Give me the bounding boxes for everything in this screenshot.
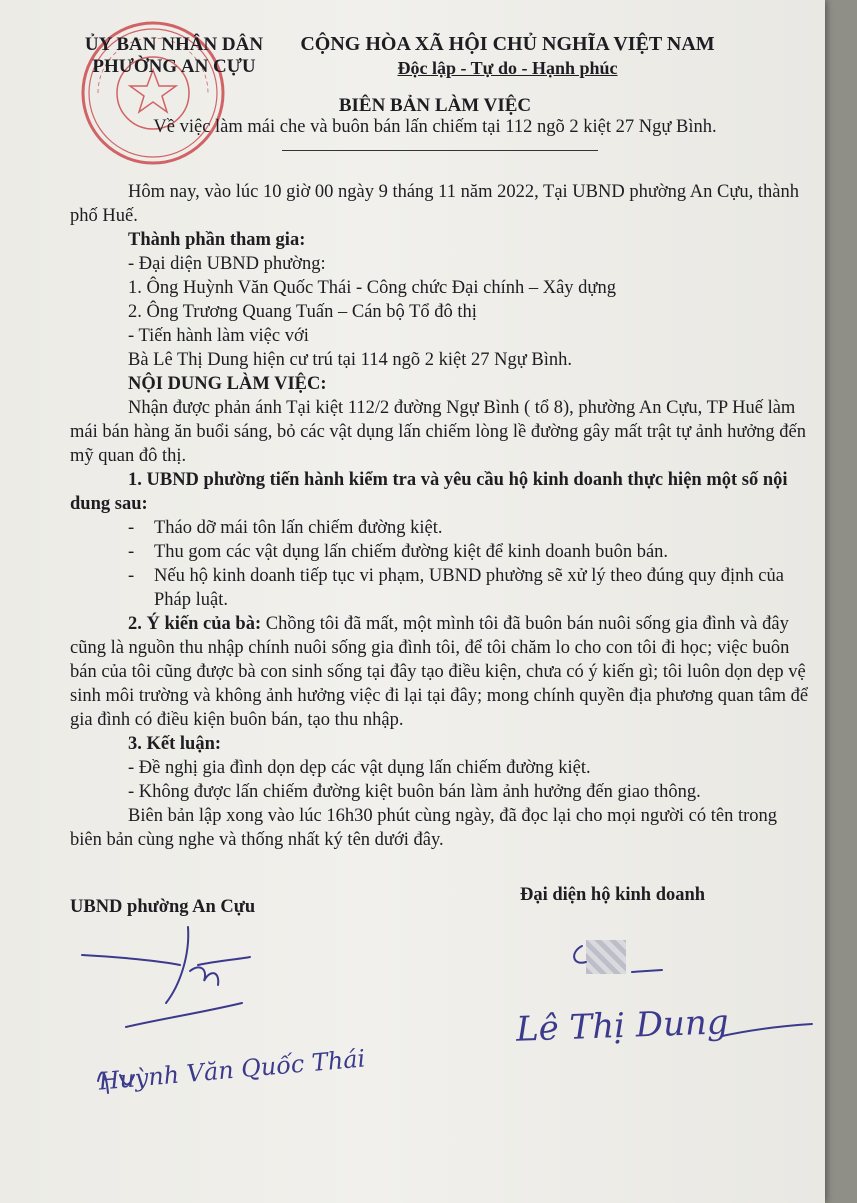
document-body — [70, 180, 810, 852]
signature-label-business: Đại diện hộ kinh doanh — [520, 885, 706, 905]
signature-business-rep — [560, 940, 670, 990]
agency-header — [74, 34, 274, 78]
closing-paragraph: Biên bản lập xong vào lúc 16h30 phút cùng ngày, đã đọc lại cho mọi người có tên trong biên bản cùng nghe và thống nhất ký tên dưới đây. — [70, 806, 778, 850]
agency-line-1: ỦY BAN NHÂN DÂN — [84, 34, 264, 55]
section-2-text: Chồng tôi đã mất, một mình tôi đã buôn bán nuôi sống gia đình và đây cũng là nguồn thu nhập chính nuôi sống gia đình tôi, để tôi chăm lo cho con tôi đi học; việc buôn bán của tôi cũng được bà con sinh sống tại đây tạo điều kiện, chưa có ý kiến gì; tôi luôn dọn dẹp vệ sinh môi trường và không ảnh hưởng việc đi lại tại đây; mong chính quyền địa phương quan tâm để gia đình có điều kiện buôn bán, tạo thu nhập. — [70, 614, 809, 730]
list-dash: - — [128, 518, 135, 538]
participant-2: 2. Ông Trương Quang Tuấn – Cán bộ Tổ đô thị — [128, 302, 477, 322]
report-paragraph: Nhận được phản ánh Tại kiệt 112/2 đường Ngự Bình ( tổ 8), phường An Cựu, TP Huế làm mái bán hàng ăn buổi sáng, bỏ các vật dụng lấn chiếm lòng lề đường gây mất trật tự ảnh hưởng đến mỹ quan đô thị. — [70, 398, 807, 466]
section-2 — [70, 612, 810, 732]
list-item — [70, 516, 810, 540]
section-3-heading: 3. Kết luận: — [128, 734, 222, 754]
national-title: CỘNG HÒA XÃ HỘI CHỦ NGHĨA VIỆT NAM — [300, 33, 715, 55]
national-motto: Độc lập - Tự do - Hạnh phúc — [397, 58, 618, 78]
list-dash: - — [128, 542, 135, 562]
participants-rep: - Đại diện UBND phường: — [128, 254, 326, 274]
signature-label-ward: UBND phường An Cựu — [70, 897, 256, 917]
signature-name-business: Lê Thị Dung — [515, 1002, 730, 1050]
participant-1: 1. Ông Huỳnh Văn Quốc Thái - Công chức Đại chính – Xây dựng — [128, 278, 616, 298]
document-title: BIÊN BẢN LÀM VIỆC — [338, 95, 532, 116]
title-divider — [282, 150, 598, 151]
section-2-heading: 2. Ý kiến của bà: — [128, 614, 262, 634]
conclusion-item-1: - Đề nghị gia đình dọn dẹp các vật dụng lấn chiếm đường kiệt. — [128, 758, 591, 778]
section-1-heading: 1. UBND phường tiến hành kiểm tra và yêu cầu hộ kinh doanh thực hiện một số nội dung sau: — [70, 470, 788, 514]
content-heading: NỘI DUNG LÀM VIỆC: — [128, 374, 327, 394]
list-item — [70, 540, 810, 564]
intro-paragraph: Hôm nay, vào lúc 10 giờ 00 ngày 9 tháng 11 năm 2022, Tại UBND phường An Cựu, thành phố Huế. — [70, 182, 799, 226]
participants-with: - Tiến hành làm việc với — [128, 326, 309, 346]
list-dash: - — [128, 566, 135, 586]
participants-heading: Thành phần tham gia: — [128, 230, 306, 250]
list-item-text: Tháo dỡ mái tôn lấn chiếm đường kiệt. — [154, 518, 443, 538]
signature-name-ward: Huỳnh Văn Quốc Thái — [97, 1044, 367, 1096]
participant-resident: Bà Lê Thị Dung hiện cư trú tại 114 ngõ 2 kiệt 27 Ngự Bình. — [128, 350, 572, 370]
document-subtitle: Về việc làm mái che và buôn bán lấn chiếm tại 112 ngõ 2 kiệt 27 Ngự Bình. — [153, 117, 717, 137]
list-item — [70, 564, 810, 612]
conclusion-item-2: - Không được lấn chiếm đường kiệt buôn bán làm ảnh hưởng đến giao thông. — [128, 782, 701, 802]
list-item-text: Thu gom các vật dụng lấn chiếm đường kiệt để kinh doanh buôn bán. — [154, 542, 669, 562]
list-item-text: Nếu hộ kinh doanh tiếp tục vi phạm, UBND phường sẽ xử lý theo đúng quy định của Pháp luật. — [154, 566, 784, 610]
agency-line-2: PHƯỜNG AN CỰU — [92, 56, 256, 77]
signature-underline — [720, 1016, 820, 1046]
national-header — [290, 32, 725, 80]
